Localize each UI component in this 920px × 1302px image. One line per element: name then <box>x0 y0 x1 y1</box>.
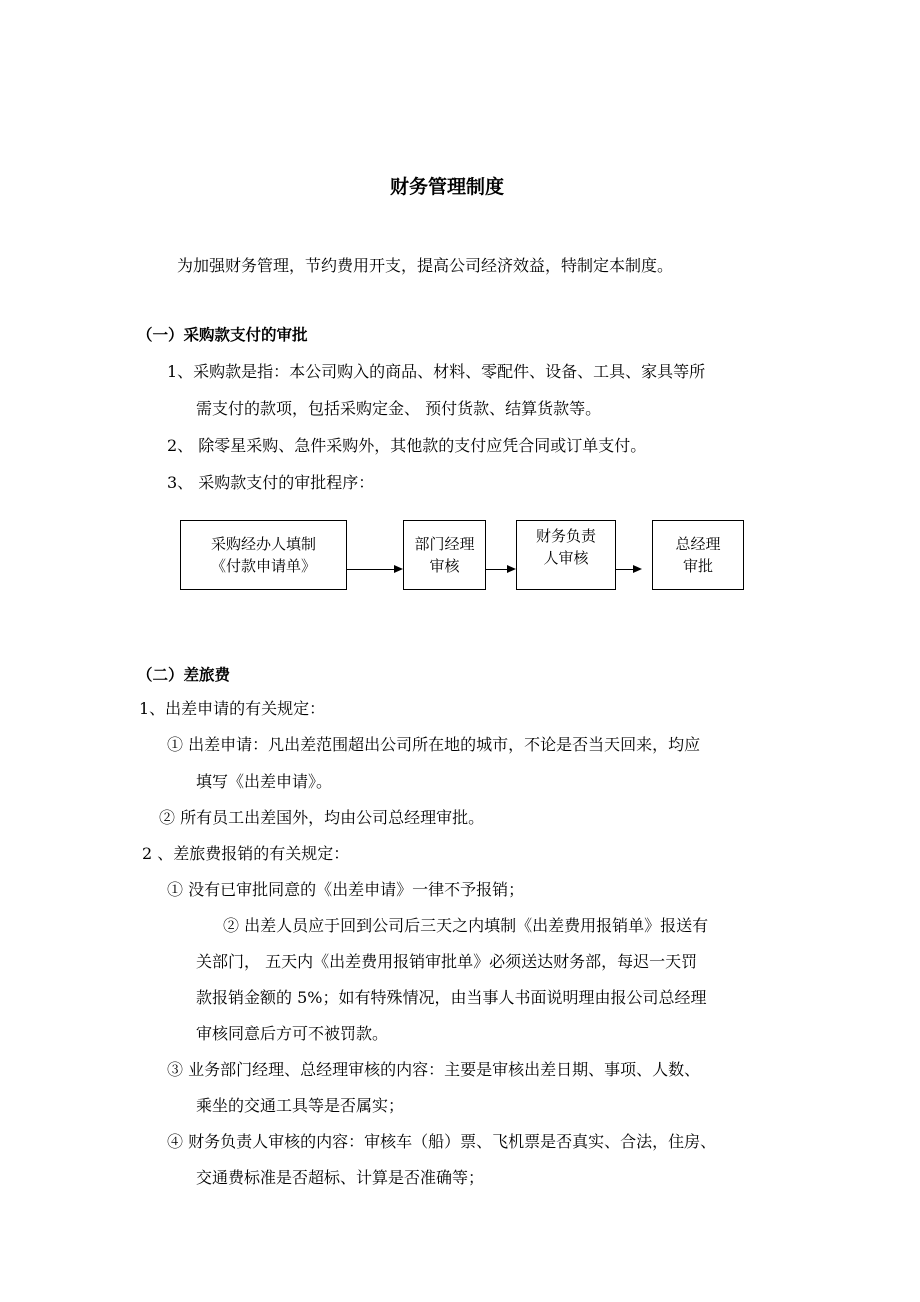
section2-sub1-item1-line2: 填写《出差申请》。 <box>196 772 333 791</box>
section2-sub1-item2: ② 所有员工出差国外，均由公司总经理审批。 <box>159 808 485 827</box>
section2-sub2-item2-line3: 款报销金额的 5%；如有特殊情况，由当事人书面说明理由报公司总经理 <box>196 988 707 1007</box>
document-title: 财务管理制度 <box>390 176 505 198</box>
flow-step-applicant-line1: 采购经办人填制 <box>210 535 316 553</box>
section1-item1-line1: 1、采购款是指：本公司购入的商品、材料、零配件、设备、工具、家具等所 <box>167 362 706 381</box>
flow-step-dept-manager <box>403 520 486 590</box>
flow-step-finance <box>516 520 616 590</box>
flow-step-dept-manager-line2: 审核 <box>429 557 460 575</box>
intro-paragraph: 为加强财务管理，节约费用开支，提高公司经济效益，特制定本制度。 <box>177 256 674 275</box>
flow-step-applicant-line2: 《付款申请单》 <box>210 557 316 575</box>
flow-step-general-manager-line1: 总经理 <box>675 535 721 553</box>
section2-sub2-item3-line2: 乘坐的交通工具等是否属实； <box>196 1096 405 1115</box>
flow-step-general-manager-line2: 审批 <box>682 557 713 575</box>
section1-item2: 2、 除零星采购、急件采购外，其他款的支付应凭合同或订单支付。 <box>167 436 647 455</box>
section2-sub2-item1: ① 没有已审批同意的《出差申请》一律不予报销； <box>167 880 525 899</box>
section2-sub2-item4-line1: ④ 财务负责人审核的内容：审核车（船）票、飞机票是否真实、合法，住房、 <box>167 1132 717 1151</box>
section2-heading: （二）差旅费 <box>137 666 231 684</box>
section2-sub2-title: 2 、差旅费报销的有关规定： <box>142 844 350 863</box>
section1-item3: 3、 采购款支付的审批程序： <box>167 473 375 492</box>
section2-sub2-item3-line1: ③ 业务部门经理、总经理审核的内容：主要是审核出差日期、事项、人数、 <box>167 1060 701 1079</box>
section2-sub1-item1-line1: ① 出差申请：凡出差范围超出公司所在地的城市，不论是否当天回来，均应 <box>167 735 701 754</box>
section2-sub2-item2-line2: 关部门， 五天内《出差费用报销审批单》必须送达财务部，每迟一天罚 <box>196 952 698 971</box>
flow-step-applicant <box>180 520 347 590</box>
section2-sub2-item4-line2: 交通费标准是否超标、计算是否准确等； <box>196 1168 485 1187</box>
flow-step-finance-line2: 人审核 <box>543 549 589 567</box>
flow-arrow-3 <box>616 569 640 570</box>
flow-step-general-manager <box>652 520 744 590</box>
section1-heading: （一）采购款支付的审批 <box>137 326 308 344</box>
section1-item1-line2: 需支付的款项，包括采购定金、 预付货款、结算货款等。 <box>196 399 602 418</box>
section2-sub1-title: 1、出差申请的有关规定： <box>139 699 326 718</box>
section2-sub2-item2-line1: ② 出差人员应于回到公司后三天之内填制《出差费用报销单》报送有 <box>223 916 709 935</box>
section2-sub2-item2-line4: 审核同意后方可不被罚款。 <box>196 1024 389 1043</box>
flow-step-finance-line1: 财务负责 <box>535 527 596 545</box>
flow-arrow-2 <box>486 569 514 570</box>
flow-step-dept-manager-line1: 部门经理 <box>414 535 475 553</box>
flow-arrow-1 <box>347 569 401 570</box>
